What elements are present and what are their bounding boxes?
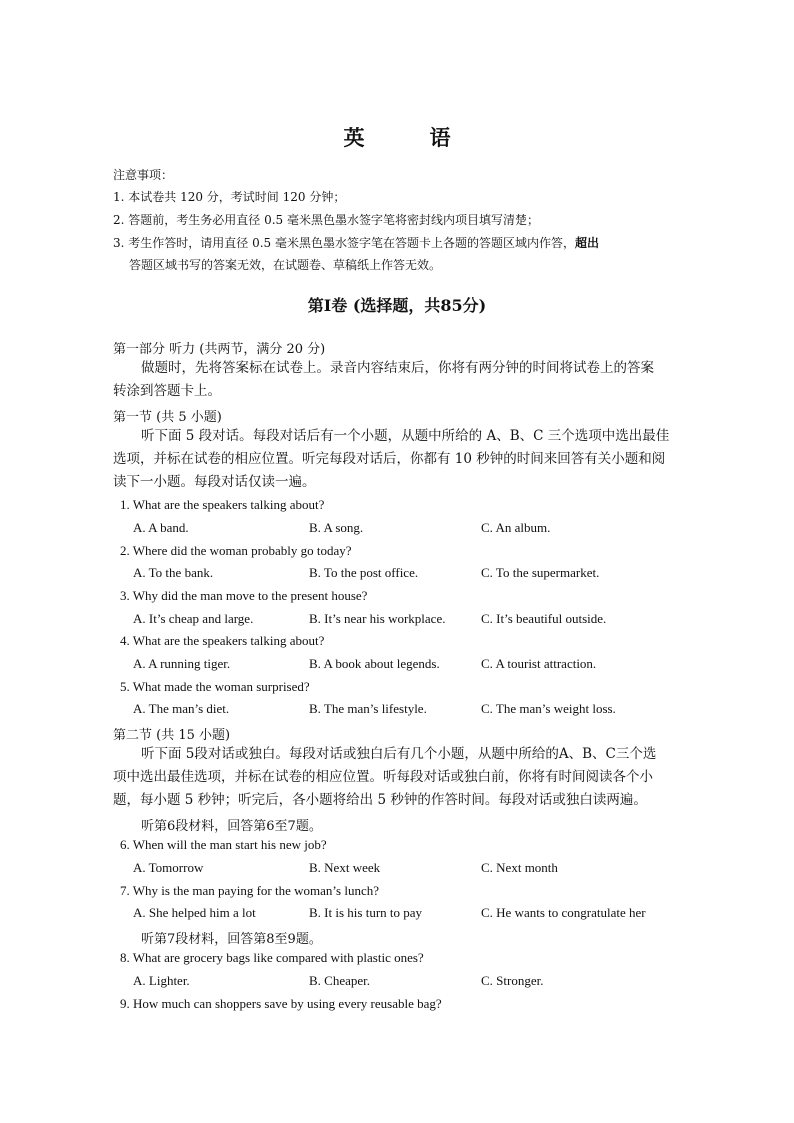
options-3 [133, 611, 693, 629]
notice-item-1: 1. 本试卷共 120 分，考试时间 120 分钟； [113, 190, 346, 204]
question-4: 4. What are the speakers talking about? [120, 633, 325, 648]
section1-instr-line1: 听下面 5 段对话。每段对话后有一个小题，从题中所给的 A、B、C 三个选项中选出最佳 [141, 428, 670, 444]
section2-instructions [113, 743, 681, 813]
question-2: 2. Where did the woman probably go today? [120, 543, 352, 558]
question-3: 3. Why did the man move to the present house? [120, 588, 368, 603]
material-7-instruction: 听第7段材料，回答第8至9题。 [141, 932, 322, 947]
option-a: A. Lighter. [133, 973, 190, 988]
question-7: 7. Why is the man paying for the woman’s lunch? [120, 883, 379, 898]
option-a: A. Tomorrow [133, 860, 204, 875]
option-b: B. Next week [309, 860, 381, 875]
option-b: B. The man’s lifestyle. [309, 701, 427, 716]
option-c: C. Stronger. [481, 973, 544, 988]
section2-instr-line2: 项中选出最佳选项，并标在试卷的相应位置。听每段对话或独白前，你将有时间阅读各个小 [113, 769, 653, 786]
option-c: C. A tourist attraction. [481, 656, 597, 671]
section1-instr-line2: 选项，并标在试卷的相应位置。听完每段对话后，你都有 10 秒钟的时间来回答有关小题和阅 [113, 451, 666, 468]
options-4 [133, 656, 693, 674]
question-5: 5. What made the woman surprised? [120, 679, 310, 694]
options-7 [133, 905, 693, 923]
section-title: 第Ⅰ卷 (选择题，共85分) [307, 296, 487, 315]
option-b: B. A song. [309, 520, 364, 535]
part1-intro-line2: 转涂到答题卡上。 [113, 383, 221, 400]
page-title: 英 语 [343, 125, 473, 150]
option-a: A. To the bank. [133, 565, 214, 580]
section1-heading: 第一节 (共 5 小题) [113, 410, 222, 425]
option-a: A. A band. [133, 520, 189, 535]
question-6: 6. When will the man start his new job? [120, 837, 327, 852]
question-8: 8. What are grocery bags like compared with plastic ones? [120, 950, 424, 965]
question-1: 1. What are the speakers talking about? [120, 497, 325, 512]
option-c: C. Next month [481, 860, 558, 875]
option-c: C. He wants to congratulate her [481, 905, 646, 920]
question-9: 9. How much can shoppers save by using every reusable bag? [120, 996, 442, 1011]
material-6-instruction: 听第6段材料，回答第6至7题。 [141, 819, 322, 834]
section1-instr-line3: 读下一小题。每段对话仅读一遍。 [113, 474, 316, 491]
option-c: C. The man’s weight loss. [481, 701, 616, 716]
option-a: A. She helped him a lot [133, 905, 256, 920]
option-b: B. A book about legends. [309, 656, 440, 671]
notice-item-3 [113, 232, 683, 255]
part1-intro [113, 357, 681, 403]
option-c: C. To the supermarket. [481, 565, 600, 580]
option-b: B. Cheaper. [309, 973, 371, 988]
options-2 [133, 565, 693, 583]
notice-item-3-bold: 超出 [574, 236, 599, 250]
section2-heading: 第二节 (共 15 小题) [113, 728, 231, 743]
option-a: A. The man’s diet. [133, 701, 230, 716]
option-b: B. It is his turn to pay [309, 905, 423, 920]
section1-instructions [113, 425, 681, 495]
option-b: B. It’s near his workplace. [309, 611, 446, 626]
section2-instr-line1: 听下面 5段对话或独白。每段对话或独白后有几个小题，从题中所给的A、B、C三个选 [141, 746, 657, 762]
section2-instr-line3: 题，每小题 5 秒钟；听完后，各小题将给出 5 秒钟的作答时间。每段对话或独白读两遍。 [113, 792, 647, 809]
notice-item-3-text: 3. 考生作答时，请用直径 0.5 毫米黑色墨水签字笔在答题卡上各题的答题区域内作答， [113, 236, 575, 250]
options-5 [133, 701, 693, 719]
option-a: A. A running tiger. [133, 656, 231, 671]
notice-heading: 注意事项： [113, 168, 174, 182]
notice-item-3-line2: 答题区域书写的答案无效，在试题卷、草稿纸上作答无效。 [129, 258, 442, 272]
option-c: C. It’s beautiful outside. [481, 611, 607, 626]
options-6 [133, 860, 693, 878]
options-1 [133, 520, 693, 538]
option-a: A. It’s cheap and large. [133, 611, 254, 626]
part1-heading: 第一部分 听力 (共两节，满分 20 分) [113, 342, 326, 357]
part1-intro-line1: 做题时，先将答案标在试卷上。录音内容结束后，你将有两分钟的时间将试卷上的答案 [141, 360, 654, 376]
options-8 [133, 973, 693, 991]
notice-item-2: 2. 答题前，考生务必用直径 0.5 毫米黑色墨水签字笔将密封线内项目填写清楚； [113, 213, 539, 227]
option-c: C. An album. [481, 520, 551, 535]
option-b: B. To the post office. [309, 565, 419, 580]
